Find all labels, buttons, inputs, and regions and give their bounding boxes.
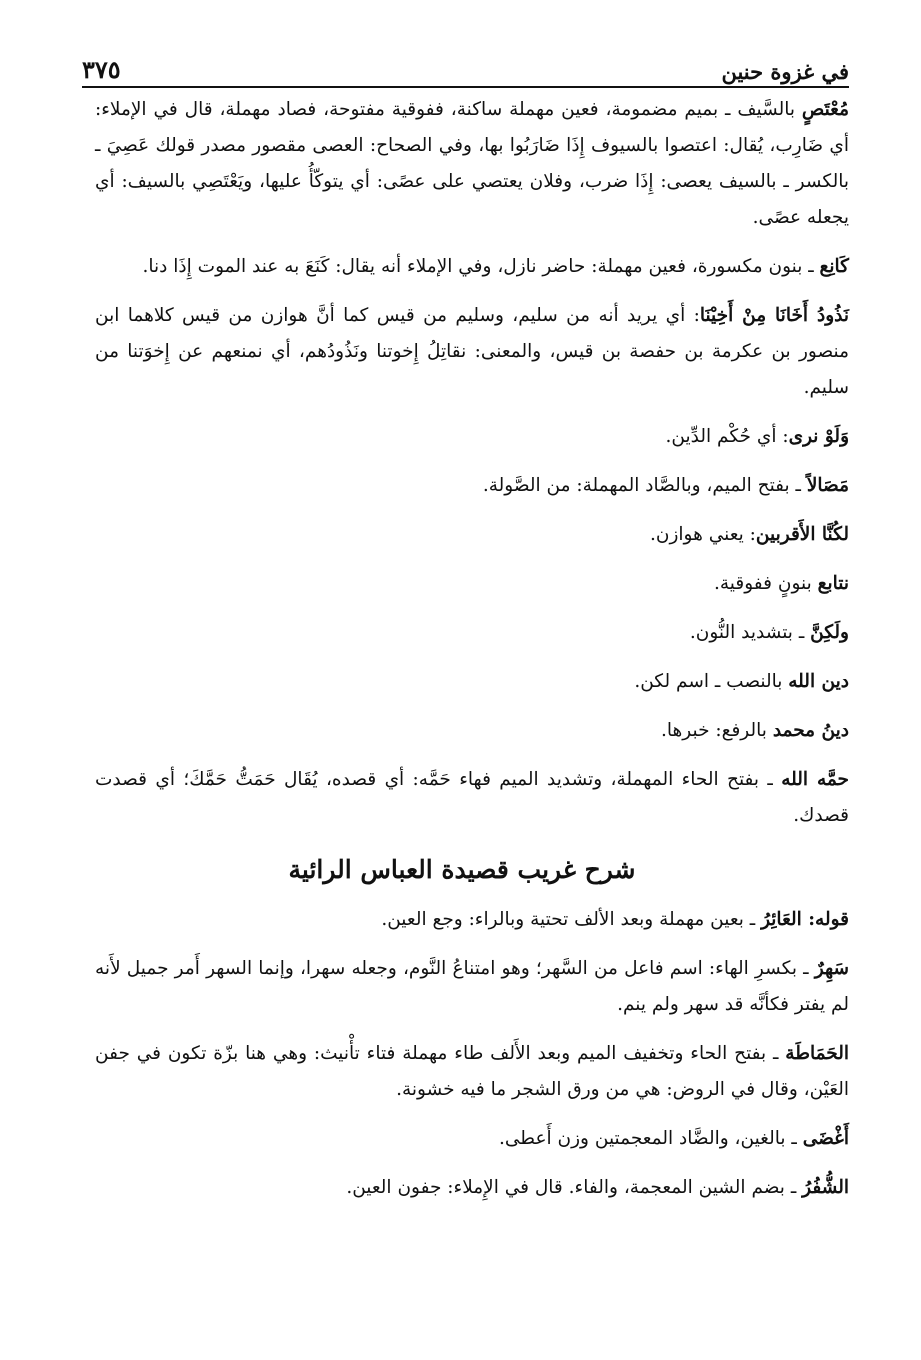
entry-lemma: مُعْتَصٍ — [801, 99, 849, 120]
entry-paragraph — [95, 468, 849, 504]
entry-paragraph — [95, 902, 849, 938]
entry-paragraph — [95, 92, 849, 236]
entry-lemma: نَذُودُ أَخَانَا مِنْ أَخِيْنَا — [699, 305, 849, 326]
entry-paragraph — [95, 1121, 849, 1157]
entry-lemma: نتابع — [817, 573, 849, 594]
entry-text: ـ بعين مهملة وبعد الألف تحتية وبالراء: وجع العين. — [381, 909, 762, 930]
entry-text: بالسَّيف ـ بميم مضمومة، فعين مهملة ساكنة، ففوقية مفتوحة، فصاد مهملة، قال في الإملاء: أي ضَارِب، يُقال: اعتصوا بالسيوف إِذَا ضَارَبُوا بها، وفي الصحاح: العصى مقصور مصدر قولك عَصِيَ ـ بالكسر ـ بالسيف يعصى: إِذَا ضرب، وفلان يعتصي على عصًى: أي يتوكّأُ عليها، ويَعْتَصِي بالسيف: أي يجعله عصًى. — [95, 99, 849, 228]
entry-paragraph — [95, 1170, 849, 1206]
entry-paragraph — [95, 517, 849, 553]
entry-text: : أي حُكْم الدِّين. — [665, 426, 789, 447]
entry-paragraph — [95, 713, 849, 749]
entry-paragraph — [95, 298, 849, 406]
entry-lemma: أَغْضَى — [802, 1128, 849, 1149]
entry-lemma: مَصَالاً — [806, 475, 849, 496]
entry-text: : يعني هوازن. — [649, 524, 756, 545]
entry-lemma: كَانِع — [819, 256, 849, 277]
entry-lemma: الحَمَاطَة — [785, 1043, 849, 1064]
entry-paragraph — [95, 249, 849, 285]
entry-text: ـ بتشديد النُّون. — [689, 622, 811, 643]
entry-paragraph — [95, 566, 849, 602]
running-title: في غزوة حنين — [721, 59, 849, 84]
entry-paragraph — [95, 615, 849, 651]
entry-text: ـ بفتح الحاء المهملة، وتشديد الميم فهاء حَمَّه: أي قصده، يُقَال حَمَتُّ حَمَّكَ؛ أي قصدت قصدك. — [95, 769, 849, 826]
entry-text: ـ بفتح الميم، وبالصَّاد المهملة: من الصَّولة. — [482, 475, 807, 496]
section-heading: شرح غريب قصيدة العباس الرائية — [288, 855, 636, 884]
entry-lemma: دينُ محمد — [772, 720, 849, 741]
entry-lemma: سَهِرٌ — [814, 958, 849, 979]
entry-lemma: وَلَوْ نرى — [788, 426, 849, 447]
entry-lemma: لكُنَّا الأَقربين — [755, 524, 849, 545]
entry-text: بنونٍ ففوقية. — [714, 573, 818, 594]
entry-paragraph — [95, 762, 849, 834]
entry-text: ـ بفتح الحاء وتخفيف الميم وبعد الأَلف طاء مهملة فتاء تأْنيث: وهي هنا بزّة تكون في جفن العَيْن، وقال في الروض: هي من ورق الشجر ما فيه خشونة. — [95, 1043, 849, 1100]
entry-lemma: ولَكِنَّ — [810, 622, 849, 643]
entry-text: ـ بالغين، والضَّاد المعجمتين وزن أَعطى. — [499, 1128, 803, 1149]
entry-text: ـ بضم الشين المعجمة، والفاء. قال في الإِملاء: جفون العين. — [346, 1177, 803, 1198]
running-header — [82, 38, 849, 82]
page-body — [95, 92, 849, 1219]
entry-text: بالنصب ـ اسم لكن. — [634, 671, 789, 692]
entry-lemma: قوله: العَائِرُ — [761, 909, 849, 930]
page-number: ٣٧٥ — [82, 55, 121, 84]
entry-lemma: حمَّه الله — [781, 769, 849, 790]
header-rule — [82, 86, 849, 88]
entry-text: بالرفع: خبرها. — [661, 720, 773, 741]
entry-lemma: دين الله — [788, 671, 849, 692]
entry-text: ـ بكسرِ الهاء: اسم فاعل من السَّهر؛ وهو امتناعُ النَّوم، وجعله سهرا، وإنما السهر أَمر جميل لأَنه لم يفتر فكأنَّه قد سهر ولم ينم. — [95, 958, 849, 1015]
entry-paragraph — [95, 664, 849, 700]
entry-text: : أي يريد أنه من سليم، وسليم من قيس كما أنَّ هوازن من قيس كلاهما ابن منصور بن عكرمة بن حفصة بن قيس، والمعنى: نقاتِلُ إِخوتنا ونَذُودُهم، أي نمنعهم عن إِخوَتنا من سليم. — [95, 305, 849, 398]
entry-text: ـ بنون مكسورة، فعين مهملة: حاضر نازل، وفي الإملاء أنه يقال: كَنَعَ به عند الموت إِذَا دنا. — [142, 256, 820, 277]
entry-paragraph — [95, 951, 849, 1023]
entry-paragraph — [95, 419, 849, 455]
entry-paragraph — [95, 1036, 849, 1108]
entry-lemma: الشُّفُرُ — [802, 1177, 849, 1198]
